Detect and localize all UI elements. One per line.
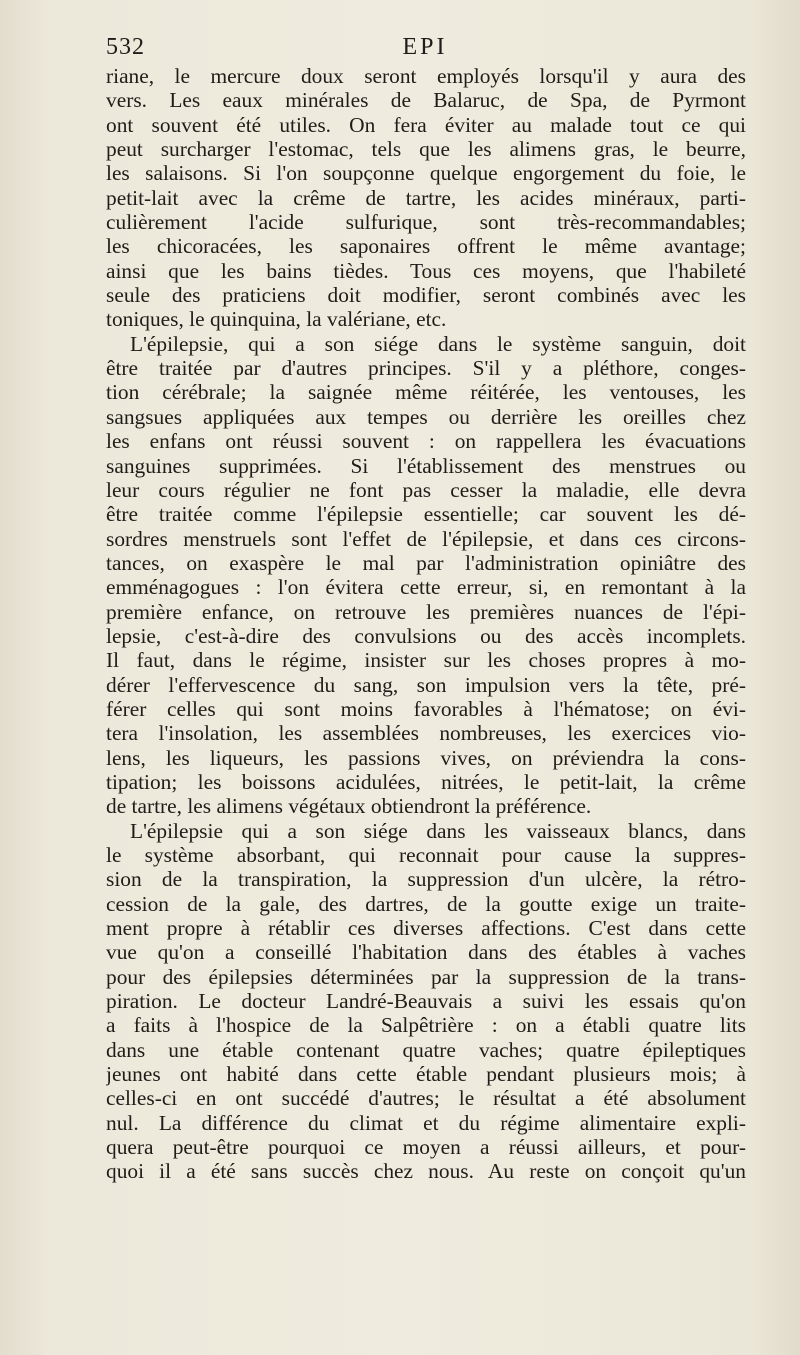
text-line: tera l'insolation, les assemblées nombreuses, les exercices vio-: [106, 721, 746, 746]
text-line: les chicoracées, les saponaires offrent le même avantage;: [106, 234, 746, 259]
text-line: le système absorbant, qui reconnait pour cause la suppres-: [106, 843, 746, 867]
text-line: quera peut-être pourquoi ce moyen a réussi ailleurs, et pour-: [106, 1135, 746, 1160]
text-line: emménagogues : l'on évitera cette erreur, si, en remontant à la: [106, 575, 746, 600]
text-line: seule des praticiens doit modifier, seront combinés avec les: [106, 283, 746, 308]
text-line: ainsi que les bains tièdes. Tous ces moyens, que l'habileté: [106, 258, 746, 283]
text-line: tances, on exaspère le mal par l'administration opiniâtre des: [106, 550, 746, 575]
text-line: les enfans ont réussi souvent : on rappellera les évacuations: [106, 429, 746, 454]
text-line: de tartre, les alimens végétaux obtiendront la préférence.: [106, 794, 592, 819]
text-line: lens, les liqueurs, les passions vives, on préviendra la cons-: [106, 745, 746, 770]
text-line: Il faut, dans le régime, insister sur les choses propres à mo-: [106, 648, 746, 673]
text-line: pour des épilepsies déterminées par la suppression de la trans-: [106, 964, 746, 989]
text-line: tion cérébrale; la saignée même réitérée, les ventouses, les: [106, 380, 746, 405]
text-line: dérer l'effervescence du sang, son impulsion vers la tête, pré-: [106, 672, 746, 697]
text-line: celles-ci en ont succédé d'autres; le résultat a été absolument: [106, 1086, 746, 1111]
text-line: être traitée par d'autres principes. S'il y a pléthore, conges-: [106, 356, 746, 381]
text-line: ment propre à rétablir ces diverses affections. C'est dans cette: [106, 916, 746, 941]
text-line: vers. Les eaux minérales de Balaruc, de Spa, de Pyrmont: [106, 88, 746, 113]
text-line: cession de la gale, des dartres, de la goutte exige un traite-: [106, 891, 746, 916]
text-line: L'épilepsie qui a son siége dans les vaisseaux blancs, dans: [130, 818, 746, 843]
text-line: peut surcharger l'estomac, tels que les alimens gras, le beurre,: [106, 137, 746, 162]
text-line: L'épilepsie, qui a son siége dans le système sanguin, doit: [130, 331, 746, 356]
text-line: sanguines supprimées. Si l'établissement des menstrues ou: [106, 453, 746, 478]
text-line: quoi il a été sans succès chez nous. Au reste on conçoit qu'un: [106, 1159, 746, 1184]
text-line: être traitée comme l'épilepsie essentielle; car souvent les dé-: [106, 502, 746, 527]
text-line: ont souvent été utiles. On fera éviter au malade tout ce qui: [106, 112, 746, 137]
text-line: vue qu'on a conseillé l'habitation dans des étables à vaches: [106, 940, 746, 965]
text-line: férer celles qui sont moins favorables à l'hématose; on évi-: [106, 696, 746, 721]
text-line: tipation; les boissons acidulées, nitrées, le petit-lait, la crême: [106, 769, 746, 794]
text-line: sordres menstruels sont l'effet de l'épilepsie, et dans ces circons-: [106, 526, 746, 551]
body-text: [106, 64, 746, 1184]
text-line: jeunes ont habité dans cette étable pendant plusieurs mois; à: [106, 1062, 746, 1087]
text-line: a faits à l'hospice de la Salpêtrière : on a établi quatre lits: [106, 1013, 746, 1038]
running-title: EPI: [402, 34, 448, 60]
text-line: riane, le mercure doux seront employés lorsqu'il y aura des: [106, 64, 746, 88]
text-line: piration. Le docteur Landré-Beauvais a suivi les essais qu'on: [106, 989, 746, 1014]
text-line: première enfance, on retrouve les premières nuances de l'épi-: [106, 599, 746, 624]
text-line: leur cours régulier ne font pas cesser la maladie, elle devra: [106, 477, 746, 502]
text-line: lepsie, c'est-à-dire des convulsions ou des accès incomplets.: [106, 623, 746, 648]
running-head: [106, 34, 744, 64]
text-line: culièrement l'acide sulfurique, sont très-recommandables;: [106, 210, 746, 235]
page-number: 532: [106, 34, 145, 60]
text-line: nul. La différence du climat et du régime alimentaire expli-: [106, 1110, 746, 1135]
text-line: dans une étable contenant quatre vaches; quatre épileptiques: [106, 1037, 746, 1062]
text-line: les salaisons. Si l'on soupçonne quelque engorgement du foie, le: [106, 161, 746, 186]
text-line: sangsues appliquées aux tempes ou derrière les oreilles chez: [106, 404, 746, 429]
text-line: petit-lait avec la crême de tartre, les acides minéraux, parti-: [106, 185, 746, 210]
text-line: toniques, le quinquina, la valériane, etc.: [106, 307, 447, 332]
text-line: sion de la transpiration, la suppression d'un ulcère, la rétro-: [106, 867, 746, 892]
